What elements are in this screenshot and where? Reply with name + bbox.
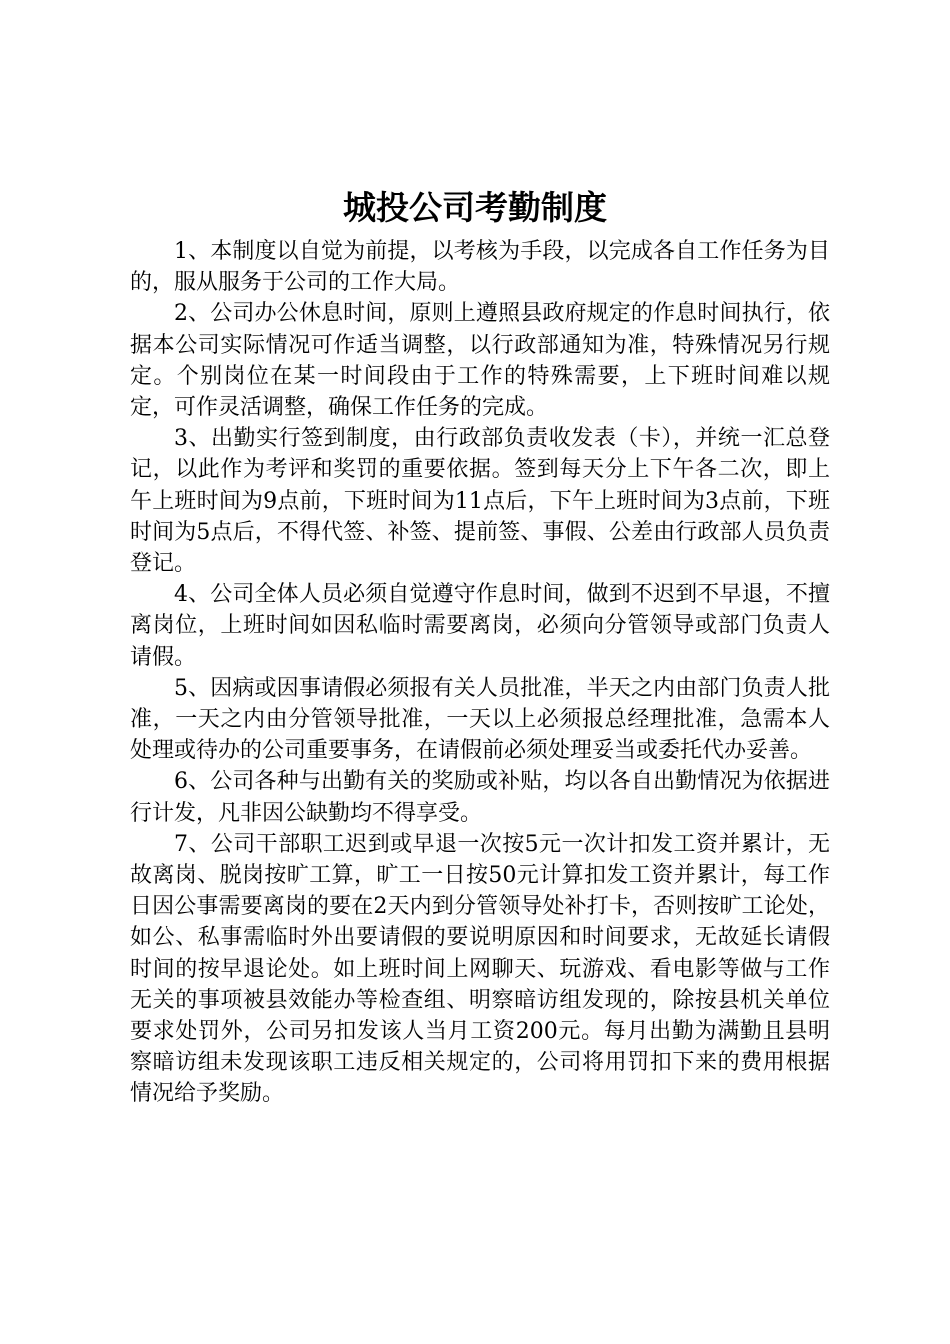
paragraph-5: 5、因病或因事请假必须报有关人员批准，半天之内由部门负责人批准，一天之内由分管领导批准，一天以上必须报总经理批准，急需本人处理或待办的公司重要事务，在请假前必须处理妥当或委托代办妥善。 [130,675,830,764]
paragraph-3: 3、出勤实行签到制度，由行政部负责收发表（卡），并统一汇总登记，以此作为考评和奖罚的重要依据。签到每天分上下午各二次，即上午上班时间为9点前，下班时间为11点后，下午上班时间为3点前，下班时间为5点后，不得代签、补签、提前签、事假、公差由行政部人员负责登记。 [130,426,830,577]
document-body [130,236,830,1110]
paragraph-7: 7、公司干部职工迟到或早退一次按5元一次计扣发工资并累计，无故离岗、脱岗按旷工算，旷工一日按50元计算扣发工资并累计，每工作日因公事需要离岗的要在2天内到分管领导处补打卡，否则按旷工论处，如公、私事需临时外出要请假的要说明原因和时间要求，无故延长请假时间的按早退论处。如上班时间上网聊天、玩游戏、看电影等做与工作无关的事项被县效能办等检查组、明察暗访组发现的，除按县机关单位要求处罚外，公司另扣发该人当月工资200元。每月出勤为满勤且县明察暗访组未发现该职工违反相关规定的，公司将用罚扣下来的费用根据情况给予奖励。 [130,831,830,1107]
document-title: 城投公司考勤制度 [343,188,607,227]
paragraph-6: 6、公司各种与出勤有关的奖励或补贴，均以各自出勤情况为依据进行计发，凡非因公缺勤均不得享受。 [130,769,830,826]
paragraph-1: 1、本制度以自觉为前提，以考核为手段，以完成各自工作任务为目的，服从服务于公司的工作大局。 [130,239,830,296]
paragraph-2: 2、公司办公休息时间，原则上遵照县政府规定的作息时间执行，依据本公司实际情况可作适当调整，以行政部通知为准，特殊情况另行规定。个别岗位在某一时间段由于工作的特殊需要，上下班时间难以规定，可作灵活调整，确保工作任务的完成。 [130,301,830,421]
paragraph-4: 4、公司全体人员必须自觉遵守作息时间，做到不迟到不早退，不擅离岗位，上班时间如因私临时需要离岗，必须向分管领导或部门负责人请假。 [130,582,830,670]
